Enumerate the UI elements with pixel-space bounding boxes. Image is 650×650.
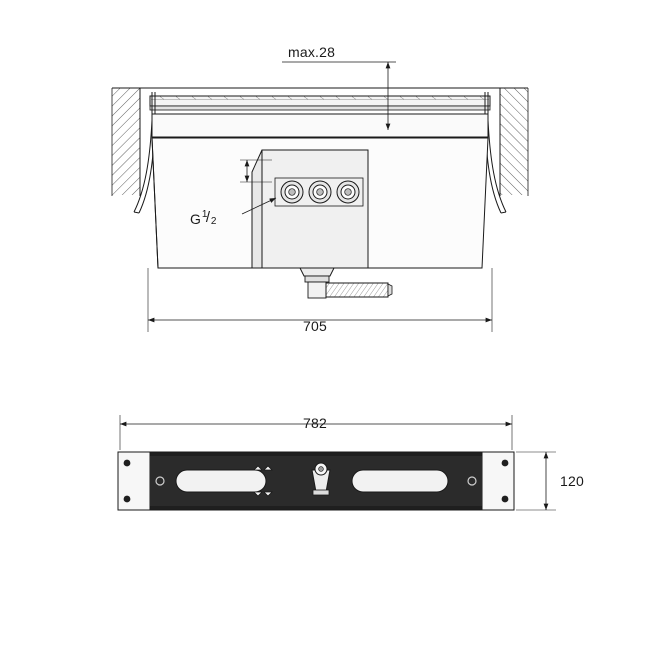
port-right bbox=[337, 181, 359, 203]
port-center bbox=[309, 181, 331, 203]
cover-plate bbox=[150, 96, 490, 110]
slot-left bbox=[176, 466, 272, 496]
top-rail bbox=[152, 114, 488, 138]
center-valve bbox=[312, 463, 330, 495]
top-view-group bbox=[118, 415, 556, 510]
dimension-120 bbox=[516, 452, 556, 510]
dimension-label-120: 120 bbox=[560, 473, 584, 489]
wall-hatch-right bbox=[500, 88, 528, 196]
thread-size-label bbox=[190, 211, 218, 227]
outlet-fitting bbox=[300, 268, 392, 298]
front-view-group bbox=[112, 62, 528, 332]
dimension-label-782: 782 bbox=[303, 415, 327, 431]
connection-ports bbox=[275, 178, 363, 206]
dimension-label-705: 705 bbox=[303, 318, 327, 334]
end-plate-right bbox=[482, 452, 514, 510]
end-plate-left bbox=[118, 452, 150, 510]
dimension-label-max28: max.28 bbox=[288, 44, 336, 60]
wall-hatch-left bbox=[112, 88, 140, 196]
port-left bbox=[281, 181, 303, 203]
thread-fraction: 1 / 2 bbox=[201, 209, 217, 227]
slot-right bbox=[352, 470, 448, 492]
thread-letter: G bbox=[190, 211, 201, 227]
